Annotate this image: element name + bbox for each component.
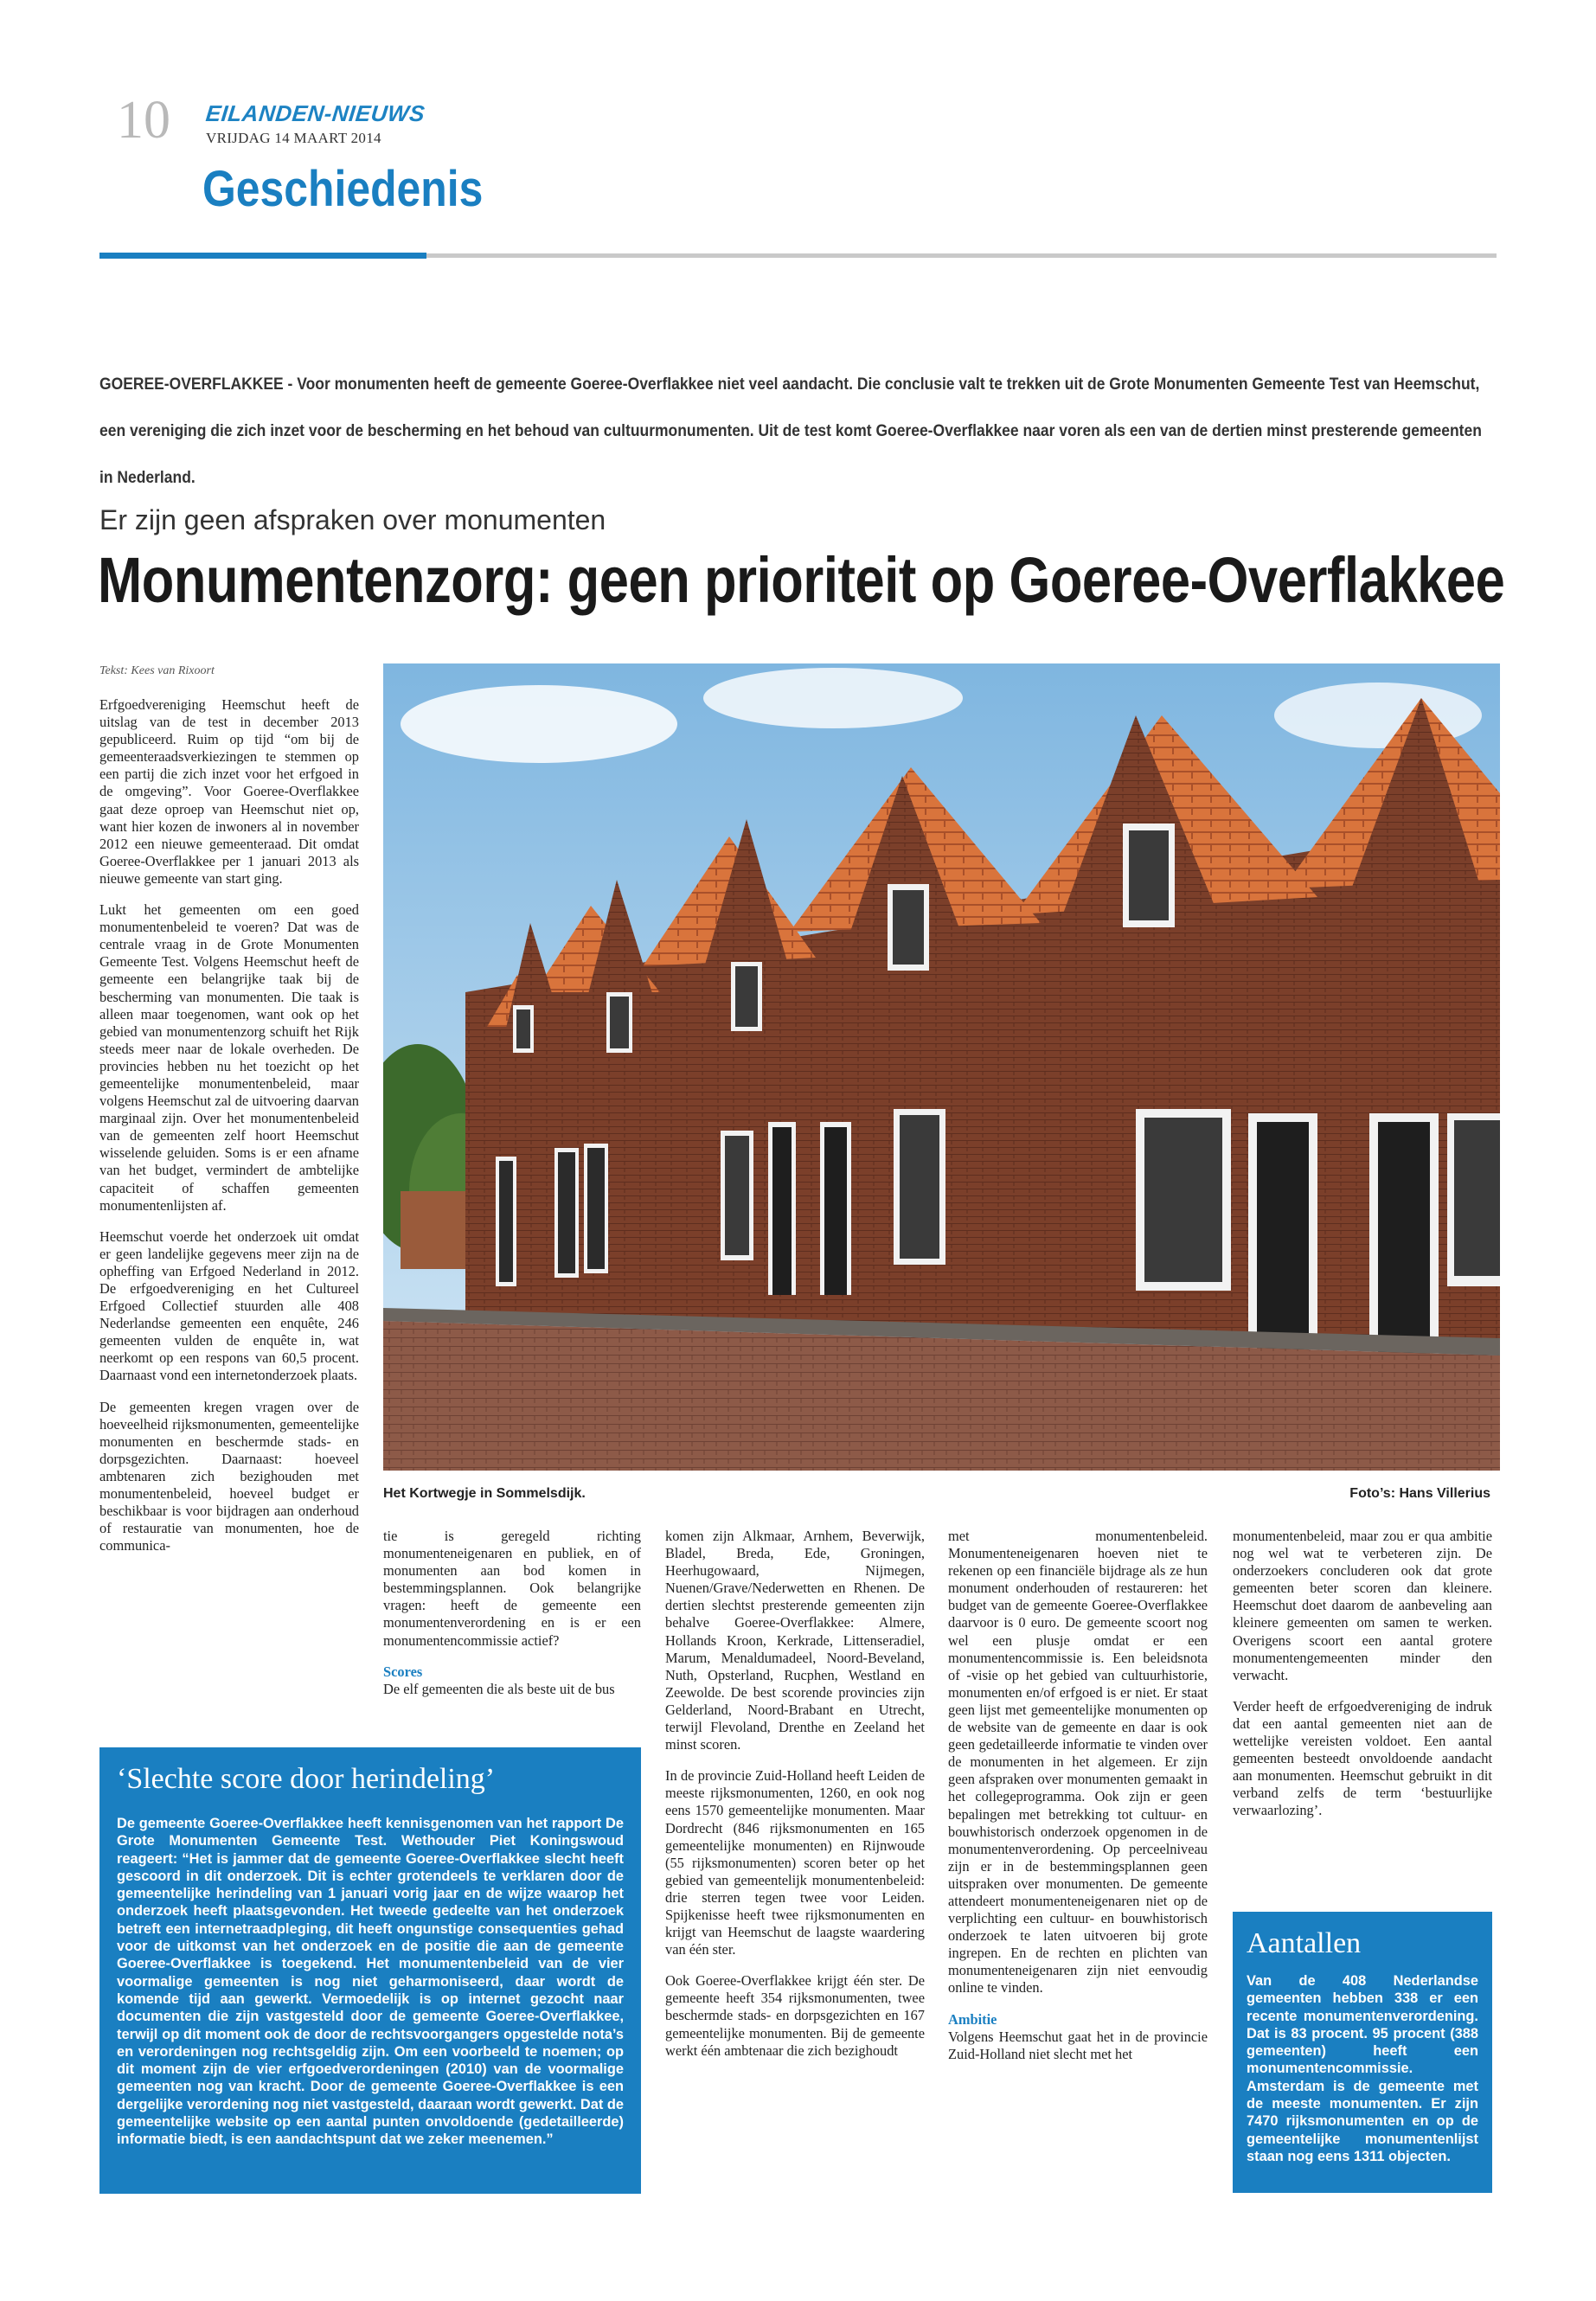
paragraph: De gemeenten kregen vragen over de hoeveelheid rijksmonumenten, gemeentelijke monumenten en beschermde stads- en dorpsgezichten. Daarnaast: hoeveel ambtenaren zich bezighouden met monumentenbeleid, hoeveel budget er beschikbaar is voor bijdragen aan onderhoud of restauratie van monumenten, hoe de communica- (99, 1398, 359, 1554)
photo-caption: Het Kortwegje in Sommelsdijk. (383, 1486, 586, 1501)
article-column-2 (383, 1528, 641, 1712)
paragraph: Volgens Heemschut gaat het in de provincie Zuid-Holland niet slecht met het (948, 2028, 1208, 2062)
box-body: De gemeente Goeree-Overflakkee heeft kennisgenomen van het rapport De Grote Monumenten Gemeente Test. Wethouder Piet Koningswoud reageert: “Het is jammer dat de gemeente Goeree-Overflakkee slecht heeft gescoord in dit onderzoek. Dit is echter grotendeels te verklaren door de gemeentelijke herindeling van 1 januari vorig jaar en de wijze waarop het onderzoek heeft plaatsgevonden. Het tweede gedeelte van het onderzoek betreft een internetraadpleging, dit heeft ongunstige consequenties gehad voor de uitkomst van het onderzoek en de positie die aan de gemeente Goeree-Overflakkee is toegekend. Het monumentenbeleid van de vier voormalige gemeenten is nog niet geharmoniseerd, daar wordt de komende tijd aan gewerkt. Vermoedelijk is op internet gezocht naar documenten die zijn vastgesteld door de gemeente Goeree-Overflakkee, terwijl op dit moment ook de door de rechtsvoorgangers opgestelde nota’s en verordeningen nog rechtsgeldig zijn. Om een voorbeeld te noemen; op dit moment zijn de vier erfgoedverordeningen (2010) van de voormalige gemeenten nog van kracht. Door de gemeente Goeree-Overflakkee is een dergelijke verordening nog niet vastgesteld, daaraan wordt gewerkt. Dat de gemeentelijke website op een aantal punten onvoldoende (gedetailleerde) informatie biedt, is een aandachtspunt dat we zeker meenemen.” (117, 1816, 624, 2148)
article-column-1 (99, 696, 359, 1568)
masthead-logo: EILANDEN-NIEUWS (204, 100, 426, 126)
paragraph: met monumentenbeleid. Monumenteneigenaren hoeven niet te rekenen op een financiële bijdrage als ze hun monument onderhouden of restaureren: het budget van de gemeente Goeree-Overflakkee daarvoor is 0 euro. De gemeente scoort nog wel een plusje omdat er een monumentencommissie is. Een beleidsnota of -visie op het gebied van cultuurhistorie, monumenten en/of erfgoed is er niet. Er staat geen lijst met gemeentelijke monumenten op de website van de gemeente en daar is ook geen gedetailleerde informatie te vinden over de monumenten in het algemeen. Er zijn geen afspraken over monumenten gemaakt in het collegeprogramma. Ook zijn er geen bepalingen met betrekking tot cultuur- en bouwhistorisch onderzoek opgenomen in de monumentenverordening. Op perceelniveau zijn er in de bestemmingsplannen geen uitspraken over monumenten. De gemeente attendeert monumenteneigenaren niet op de verplichting een cultuur- en bouwhistorisch onderzoek te laten uitvoeren bij grote ingrepen. En de rechten en plichten van monumenteneigenaren zijn niet eenvoudig online te vinden. (948, 1528, 1208, 1997)
photo-credit: Foto’s: Hans Villerius (1349, 1486, 1490, 1501)
houses-photo (383, 663, 1500, 1471)
paragraph: Verder heeft de erfgoedvereniging de indruk dat een aantal gemeenten niet aan de wettelijke vereisten voldoet. Een aantal gemeenten besteedt onvoldoende aandacht aan monumenten. Heemschut gebruikt in dit verband zelfs de term ‘bestuurlijke verwaarlozing’. (1233, 1697, 1492, 1819)
box-title: Aantallen (1247, 1927, 1362, 1959)
box-title: ‘Slechte score door herindeling’ (117, 1763, 496, 1795)
paragraph: Heemschut voerde het onderzoek uit omdat er geen landelijke gegevens meer zijn na de opheffing van Erfgoed Nederland in 2012. De erfgoedvereniging en het Cultureel Erfgoed Collectief stuurden alle 408 Nederlandse gemeenten een enquête, 246 gemeenten vulden de enquête in, wat neerkomt op een respons van 60,5 procent. Daarnaast vond een internetonderzoek plaats. (99, 1227, 359, 1384)
subheading-ambitie: Ambitie (948, 2010, 997, 2028)
subheading-scores: Scores (383, 1663, 423, 1680)
box-body: Van de 408 Nederlandse gemeenten hebben 338 er een recente monumentenverordening. Dat is 83 procent. 95 procent (388 gemeenten) heeft een monumentencommissie. Amsterdam is de gemeente met de meeste monumenten. Er zijn 7470 rijksmonumenten en op de gemeentelijke monumentenlijst staan nog eens 1311 objecten. (1247, 1973, 1478, 2164)
article-column-5 (1233, 1528, 1492, 1834)
sidebar-box-herindeling (99, 1747, 641, 2194)
header-rule-accent (99, 253, 426, 259)
sidebar-box-aantallen (1233, 1912, 1492, 2193)
section-title: Geschiedenis (202, 161, 484, 217)
paragraph: Lukt het gemeenten om een goed monumentenbeleid te voeren? Dat was de centrale vraag in de Grote Monumenten Gemeente Test. Volgens Heemschut heeft de gemeente een belangrijke taak bij de bescherming van monumenten. Die taak is alleen maar toegenomen, want ook op het gebied van monumentenzorg schuift het Rijk steeds meer naar de lokale overheden. De provincies hebben nu het toezicht op het gemeentelijke monumentenbeleid, maar volgens Heemschut zal de uitvoering daarvan marginaal zijn. Over het monumentenbeleid van de gemeenten zelf hoort Heemschut wisselende geluiden. Soms is er een afname van het budget, vermindert de ambtelijke capaciteit of schaffen gemeenten monumentenlijsten af. (99, 901, 359, 1214)
paragraph: monumentenbeleid, maar zou er qua ambitie nog wel wat te verbeteren zijn. De onderzoekers concluderen ook dat grote gemeenten beter scoren dan kleinere. Heemschut doet daarom de aanbeveling aan kleinere gemeenten om samen te werken. Overigens scoort een aantal grotere monumentengemeenten minder den verwacht. (1233, 1528, 1492, 1683)
paragraph: De elf gemeenten die als beste uit de bus (383, 1680, 615, 1697)
byline: Tekst: Kees van Rixoort (99, 664, 215, 677)
kicker: Er zijn geen afspraken over monumenten (99, 504, 606, 535)
article-column-4 (948, 1528, 1208, 2077)
publication-date: VRIJDAG 14 MAART 2014 (206, 130, 381, 146)
paragraph: Ook Goeree-Overflakkee krijgt één ster. De gemeente heeft 354 rijksmonumenten, twee beschermde stads- en dorpsgezichten en 167 gemeentelijke monumenten. Bij de gemeente werkt één ambtenaar die zich bezighoudt (665, 1972, 925, 2059)
article-column-3 (665, 1528, 925, 2073)
intro-paragraph: GOEREE-OVERFLAKKEE - Voor monumenten heeft de gemeente Goeree-Overflakkee niet veel aandacht. Die conclusie valt te trekken uit de Grote Monumenten Gemeente Test van Heemschut, een vereniging die zich inzet voor de bescherming en het behoud van cultuurmonumenten. Uit de test komt Goeree-Overflakkee naar voren als een van de dertien minst presterende gemeenten in Nederland. (99, 375, 1482, 487)
page-number: 10 (117, 91, 170, 150)
paragraph: tie is geregeld richting monumenteneigenaren en publiek, en of monumenten aan bod komen in bestemmingsplannen. Ook belangrijke vragen: heeft de gemeente een monumentenverordening en is er een monumentencommissie actief? (383, 1528, 641, 1649)
paragraph: komen zijn Alkmaar, Arnhem, Beverwijk, Bladel, Breda, Ede, Groningen, Heerhugowaard, Nijmegen, Nuenen/Grave/Nederwetten en Rhenen. De dertien slechtst presterende gemeenten zijn behalve Goeree-Overflakkee: Almere, Hollands Kroon, Kerkrade, Littenseradiel, Marum, Menaldumadeel, Noord-Beveland, Nuth, Opsterland, Rucphen, Westland en Zeewolde. De best scorende provincies zijn Gelderland, Noord-Brabant en Utrecht, terwijl Flevoland, Drenthe en Zeeland het minst scoren. (665, 1528, 925, 1753)
paragraph: In de provincie Zuid-Holland heeft Leiden de meeste rijksmonumenten, 1260, en ook nog eens 1570 gemeentelijke monumenten. Maar Dordrecht (846 rijksmonumenten en 165 gemeentelijke monumenten) en Rijnwoude (55 rijksmonumenten) scoren beter op het gebied van gemeentelijk monumentenbeleid: drie sterren tegen twee voor Leiden. Spijkenisse heeft twee rijksmonumenten en krijgt van Heemschut de laagste waardering van één ster. (665, 1767, 925, 1958)
headline: Monumentenzorg: geen prioriteit op Goeree-Overflakkee (98, 544, 1505, 616)
header-rule (426, 253, 1497, 258)
paragraph: Erfgoedvereniging Heemschut heeft de uitslag van de test in december 2013 gepubliceerd. Ruim op tijd “om bij de gemeenteraadsverkiezingen te stemmen op een partij die zich inzet voor het erfgoed in de omgeving”. Voor Goeree-Overflakkee gaat deze oproep van Heemschut niet op, want hier kozen de inwoners al in november 2012 een nieuwe gemeenteraad. Dit omdat Goeree-Overflakkee per 1 januari 2013 als nieuwe gemeente van start ging. (99, 696, 359, 887)
